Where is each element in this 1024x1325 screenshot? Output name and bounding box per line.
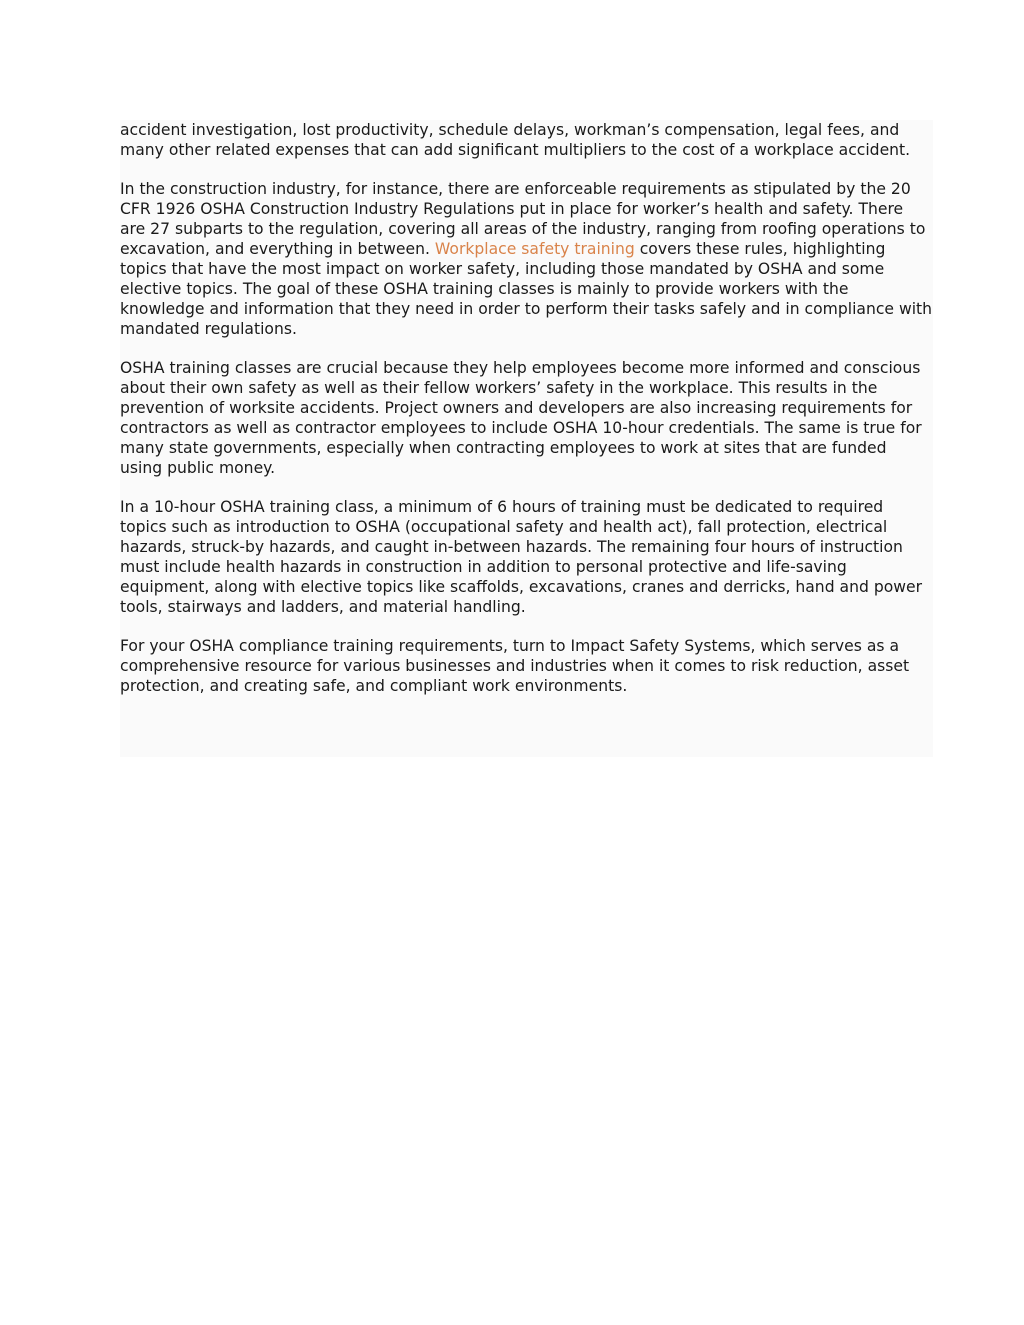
paragraph-text-before-link: In the construction industry, for instance, there are enforceable requirements as stipulated by the 20 CFR 1926 OSHA Construction Industry Regulations put in place for worker’s health and safety. There are 27 subparts to the regulation, covering all areas of the industry, ranging from roofing operations to excavation, and everything in between. <box>120 180 926 258</box>
paragraph-construction-regulations <box>120 179 933 339</box>
paragraph-accident-costs: accident investigation, lost productivity, schedule delays, workman’s compensation, legal fees, and many other related expenses that can add significant multipliers to the cost of a workplace accident. <box>120 121 911 159</box>
document-body <box>120 120 933 757</box>
paragraph-training-importance: OSHA training classes are crucial because they help employees become more informed and conscious about their own safety as well as their fellow workers’ safety in the workplace. This results in the prevention of worksite accidents. Project owners and developers are also increasing requirements for contractors as well as contractor employees to include OSHA 10-hour credentials. The same is true for many state governments, especially when contracting employees to work at sites that are funded using public money. <box>120 359 922 477</box>
paragraph-impact-safety-systems: For your OSHA compliance training requirements, turn to Impact Safety Systems, which serves as a comprehensive resource for various businesses and industries when it comes to risk reduction, asset protection, and creating safe, and compliant work environments. <box>120 637 910 695</box>
paragraph-ten-hour-class: In a 10-hour OSHA training class, a minimum of 6 hours of training must be dedicated to required topics such as introduction to OSHA (occupational safety and health act), fall protection, electrical hazards, struck-by hazards, and caught in-between hazards. The remaining four hours of instruction must include health hazards in construction in addition to personal protective and life-saving equipment, along with elective topics like scaffolds, excavations, cranes and derricks, hand and power tools, stairways and ladders, and material handling. <box>120 498 923 616</box>
workplace-safety-training-link[interactable]: Workplace safety training <box>434 240 635 258</box>
paragraph-text-after-link: covers these rules, highlighting topics that have the most impact on worker safety, including those mandated by OSHA and some elective topics. The goal of these OSHA training classes is mainly to provide workers with the knowledge and information that they need in order to perform their tasks safely and in compliance with mandated regulations. <box>120 240 933 338</box>
